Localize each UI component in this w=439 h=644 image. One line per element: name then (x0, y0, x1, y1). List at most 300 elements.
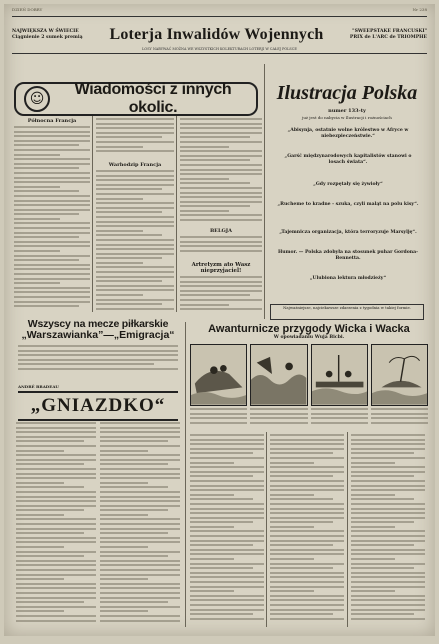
text-line (14, 154, 60, 156)
text-line (18, 368, 178, 370)
text-line (351, 508, 425, 510)
text-line (18, 345, 178, 347)
text-line (180, 178, 229, 180)
ilustracja-item: „Abisynja, ostatnie wolne królestwo w Afryce w niebezpieczeństwie.“ (287, 128, 409, 139)
folio-left: DZIEŃ DOBRY (12, 7, 43, 12)
text-line (351, 503, 425, 505)
comic-panel-1 (190, 344, 247, 406)
text-line (270, 526, 314, 528)
text-line (96, 207, 174, 209)
column-heading: Artretyzm ato Wasz nieprzyjaciel! (191, 262, 251, 274)
text-line (14, 232, 90, 234)
text-line (100, 523, 180, 525)
text-line (270, 558, 314, 560)
text-line (190, 466, 264, 468)
column-heading: BELGJA (209, 228, 233, 234)
section-header (14, 82, 258, 116)
text-line (96, 202, 174, 204)
text-line (190, 443, 264, 445)
text-line (100, 615, 180, 617)
text-line (96, 141, 174, 143)
text-line (351, 563, 425, 565)
text-line (270, 609, 344, 611)
text-line (100, 509, 168, 511)
text-line (190, 544, 253, 546)
text-line (14, 135, 90, 137)
text-line (351, 530, 425, 532)
text-line (180, 281, 262, 283)
text-line (351, 521, 414, 523)
text-line (96, 132, 174, 134)
text-line (100, 560, 180, 562)
text-line (100, 574, 180, 576)
text-line (351, 586, 425, 588)
text-line (190, 408, 247, 410)
text-line (351, 517, 425, 519)
text-line (14, 287, 90, 289)
text-line (14, 190, 79, 192)
text-line (16, 468, 96, 470)
banner-right (341, 29, 427, 41)
text-line (270, 572, 344, 574)
text-line (100, 528, 180, 530)
text-line (100, 555, 168, 557)
text-line (18, 350, 178, 352)
text-line (270, 452, 333, 454)
text-line (190, 485, 264, 487)
text-line (270, 448, 344, 450)
text-line (270, 563, 344, 565)
text-line (16, 427, 96, 429)
text-line (100, 564, 180, 566)
text-line (190, 452, 253, 454)
text-line (96, 299, 174, 301)
text-line (96, 289, 174, 291)
text-line (100, 620, 180, 622)
text-line (16, 450, 64, 452)
text-line (190, 417, 247, 419)
text-line (180, 127, 262, 129)
text-line (351, 595, 425, 597)
text-line (270, 443, 344, 445)
text-line (96, 266, 174, 268)
text-line (96, 294, 143, 296)
text-line (16, 482, 64, 484)
text-line (190, 448, 264, 450)
text-line (100, 459, 180, 461)
text-line (190, 553, 264, 555)
text-line (96, 230, 143, 232)
column-rule (266, 432, 267, 627)
text-line (180, 250, 262, 252)
text-line (100, 477, 180, 479)
ilustracja-item: „Rucheme to kradne - szuka, czyli maląt na polu kisy“. (277, 202, 419, 207)
text-line (96, 308, 174, 310)
text-line (96, 146, 143, 148)
text-line (96, 150, 174, 152)
comic-caption (190, 408, 247, 428)
text-line (16, 500, 96, 502)
text-line (190, 618, 264, 620)
banner-right-line-2: PRIX de L'ARC de TRIOMPHE (349, 35, 427, 40)
text-line (16, 431, 96, 433)
text-line (190, 489, 264, 491)
text-line (100, 463, 168, 465)
text-line (96, 244, 174, 246)
column-text (180, 118, 262, 226)
sport-headline (14, 319, 182, 375)
text-line (351, 480, 425, 482)
text-line (96, 123, 174, 125)
text-line (180, 214, 262, 216)
text-line (180, 196, 262, 198)
text-line (16, 541, 96, 543)
text-line (18, 359, 178, 361)
text-line (16, 445, 96, 447)
comic-caption (311, 408, 368, 428)
text-line (250, 408, 307, 410)
text-line (190, 586, 264, 588)
text-line (371, 413, 428, 415)
text-line (351, 485, 425, 487)
text-line (96, 248, 174, 250)
comic-panel-3 (311, 344, 368, 406)
text-line (16, 546, 64, 548)
text-line (16, 615, 96, 617)
raft-icon (312, 345, 367, 405)
text-line (14, 195, 90, 197)
text-line (16, 587, 96, 589)
text-line (270, 553, 344, 555)
text-line (190, 413, 247, 415)
text-line (190, 439, 264, 441)
text-line (100, 496, 180, 498)
column-rule (185, 322, 186, 627)
text-line (270, 475, 333, 477)
ilustracja-item: „Tajemnicza organizacja, która terroryzuje Marsylję“. (279, 230, 417, 235)
text-line (270, 576, 344, 578)
text-line (100, 587, 180, 589)
text-line (270, 586, 344, 588)
text-line (190, 521, 253, 523)
text-line (180, 276, 262, 278)
article-text (190, 434, 264, 627)
text-line (180, 173, 262, 175)
text-line (16, 537, 96, 539)
ilustracja-number: numer 133-ty (328, 108, 366, 114)
text-line (14, 172, 90, 174)
text-line (270, 512, 344, 514)
text-line (180, 132, 262, 134)
column-text (180, 276, 262, 314)
text-line (14, 250, 60, 252)
text-line (180, 136, 250, 138)
story-kicker: ANDRÉ BRADEAU (18, 384, 59, 389)
text-line (270, 544, 333, 546)
text-line (270, 530, 344, 532)
ship-illustration-icon (191, 345, 246, 405)
text-line (96, 221, 174, 223)
ilustracja-item: „Ulubiona lektura młodzieży“ (309, 276, 387, 281)
text-line (16, 518, 96, 520)
text-line (351, 558, 395, 560)
text-line (351, 443, 425, 445)
text-line (180, 285, 262, 287)
text-line (190, 512, 264, 514)
text-line (270, 439, 344, 441)
text-line (270, 604, 344, 606)
text-line (16, 496, 96, 498)
text-line (100, 422, 180, 424)
column-text (14, 126, 90, 314)
text-line (14, 278, 90, 280)
text-line (96, 198, 143, 200)
text-line (16, 555, 84, 557)
text-line (100, 597, 180, 599)
article-text (351, 434, 425, 627)
text-line (96, 285, 174, 287)
section-logo-icon: ☺ (24, 86, 50, 112)
text-line (14, 227, 90, 229)
text-line (14, 268, 90, 270)
text-line (180, 201, 262, 203)
sea-wave-icon (251, 345, 306, 405)
text-line (16, 491, 96, 493)
text-line (96, 216, 174, 218)
text-line (14, 200, 90, 202)
text-line (190, 604, 264, 606)
text-line (270, 434, 344, 436)
folio-right: Nr 238 (412, 7, 427, 12)
text-line (311, 422, 368, 424)
text-line (270, 498, 333, 500)
text-line (190, 609, 264, 611)
text-line (16, 560, 96, 562)
text-line (14, 264, 90, 266)
text-line (270, 466, 344, 468)
text-line (14, 296, 90, 298)
text-line (96, 239, 174, 241)
text-line (100, 454, 180, 456)
text-line (351, 498, 414, 500)
text-line (270, 480, 344, 482)
text-line (16, 592, 96, 594)
text-line (371, 417, 428, 419)
text-line (250, 422, 307, 424)
column-heading: Północna Francja (27, 118, 77, 124)
folio (12, 7, 427, 14)
text-line (14, 167, 79, 169)
text-line (14, 222, 90, 224)
ilustracja-subtitle: już jest do nabycia w Ilustracji i rożnościach (302, 115, 392, 120)
text-line (190, 540, 264, 542)
text-line (351, 604, 425, 606)
text-line (16, 454, 96, 456)
story-title: „GNIAZDKO“ (18, 391, 178, 421)
text-line (351, 613, 414, 615)
text-line (270, 485, 344, 487)
text-line (100, 578, 148, 580)
comic-title: Awanturnicze przygody Wicka i Wacka (208, 323, 410, 335)
text-line (270, 517, 344, 519)
text-line (351, 462, 395, 464)
text-line (190, 563, 264, 565)
text-line (270, 567, 333, 569)
ilustracja-box: Najważniejsze, najciekawsze zdarzenia z tygodnia w takiej formie. (270, 304, 424, 320)
text-line (14, 209, 90, 211)
text-line (100, 518, 180, 520)
sport-line-1: Wszyscy na mecze piłkarskie (27, 318, 169, 330)
text-line (351, 599, 425, 601)
text-line (270, 590, 314, 592)
text-line (16, 440, 84, 442)
text-line (270, 618, 344, 620)
text-line (100, 500, 180, 502)
text-line (16, 574, 96, 576)
text-line (100, 592, 180, 594)
text-line (190, 498, 253, 500)
text-line (14, 177, 90, 179)
text-line (180, 299, 262, 301)
text-line (100, 514, 148, 516)
ilustracja-title: Ilustracja Polska (276, 82, 418, 104)
text-line (351, 572, 425, 574)
text-line (14, 305, 79, 307)
text-line (96, 257, 162, 259)
text-line (351, 471, 425, 473)
text-line (100, 583, 180, 585)
text-line (14, 218, 60, 220)
text-line (180, 308, 262, 310)
text-line (190, 480, 264, 482)
text-line (180, 150, 262, 152)
text-line (270, 613, 333, 615)
text-line (96, 303, 162, 305)
text-line (96, 188, 162, 190)
text-line (100, 450, 148, 452)
text-line (96, 136, 162, 138)
lottery-banner (12, 16, 427, 54)
comic-panels (190, 344, 428, 406)
text-line (190, 590, 234, 592)
text-line (190, 517, 264, 519)
section-title: Wiadomości z innych okolic. (74, 81, 232, 116)
text-line (14, 241, 90, 243)
text-line (180, 245, 262, 247)
text-line (16, 551, 96, 553)
comic-caption (250, 408, 307, 428)
text-line (100, 427, 180, 429)
column-rule (92, 116, 93, 312)
text-line (96, 234, 162, 236)
text-line (351, 567, 414, 569)
text-line (351, 590, 395, 592)
text-line (270, 535, 344, 537)
text-line (96, 170, 174, 172)
text-line (311, 408, 368, 410)
ilustracja-item: „Gdy rozpętały się żywioły“ (313, 182, 383, 187)
comic-subtitle: W opowiadaniu Wuja Bicbi. (273, 335, 345, 340)
story-text (100, 422, 180, 627)
text-line (100, 546, 148, 548)
text-line (100, 505, 180, 507)
text-line (100, 551, 180, 553)
text-line (351, 457, 425, 459)
text-line (180, 304, 229, 306)
text-line (190, 535, 264, 537)
text-line (270, 521, 333, 523)
text-line (180, 141, 262, 143)
text-line (270, 462, 314, 464)
banner-right-line-1: "SWEEPSTAKE FRANCUSKI" (352, 29, 427, 34)
text-line (16, 459, 96, 461)
text-line (100, 569, 180, 571)
text-line (100, 606, 180, 608)
text-line (190, 576, 264, 578)
text-line (16, 505, 96, 507)
text-line (180, 290, 262, 292)
text-line (14, 236, 79, 238)
text-line (14, 158, 90, 160)
text-line (190, 462, 234, 464)
banner-left-line-1: NAJWIĘKSZA W ŚWIECIE (12, 29, 79, 34)
text-line (190, 599, 264, 601)
text-line (100, 482, 148, 484)
text-line (96, 118, 174, 120)
text-line (190, 581, 264, 583)
text-line (180, 182, 250, 184)
text-line (190, 549, 264, 551)
comic-captions (190, 408, 428, 428)
text-line (100, 491, 180, 493)
text-line (190, 503, 264, 505)
text-line (351, 609, 425, 611)
text-line (180, 164, 262, 166)
column-text (96, 170, 174, 314)
text-line (100, 601, 168, 603)
text-line (16, 528, 96, 530)
text-line (100, 532, 168, 534)
text-line (180, 187, 262, 189)
text-line (14, 255, 90, 257)
text-line (190, 567, 253, 569)
text-line (14, 186, 60, 188)
text-line (100, 473, 180, 475)
text-line (351, 540, 425, 542)
text-line (270, 599, 344, 601)
text-line (270, 457, 344, 459)
text-line (270, 549, 344, 551)
text-line (180, 205, 250, 207)
text-line (16, 463, 84, 465)
text-line (100, 610, 148, 612)
story-text (16, 422, 96, 627)
text-line (371, 422, 428, 424)
text-line (16, 523, 96, 525)
text-line (100, 486, 168, 488)
column-rule (264, 64, 265, 319)
text-line (100, 468, 180, 470)
text-line (180, 159, 250, 161)
text-line (180, 146, 229, 148)
text-line (100, 537, 180, 539)
banner-subline: LOSY NABYWAĆ MOŻNA WE WSZYSTKICH KOLEKTURACH LOTERJI W CAŁEJ POLSCE (142, 47, 297, 51)
text-line (270, 489, 344, 491)
text-line (351, 535, 425, 537)
text-line (180, 210, 229, 212)
text-line (351, 434, 425, 436)
text-line (16, 583, 96, 585)
